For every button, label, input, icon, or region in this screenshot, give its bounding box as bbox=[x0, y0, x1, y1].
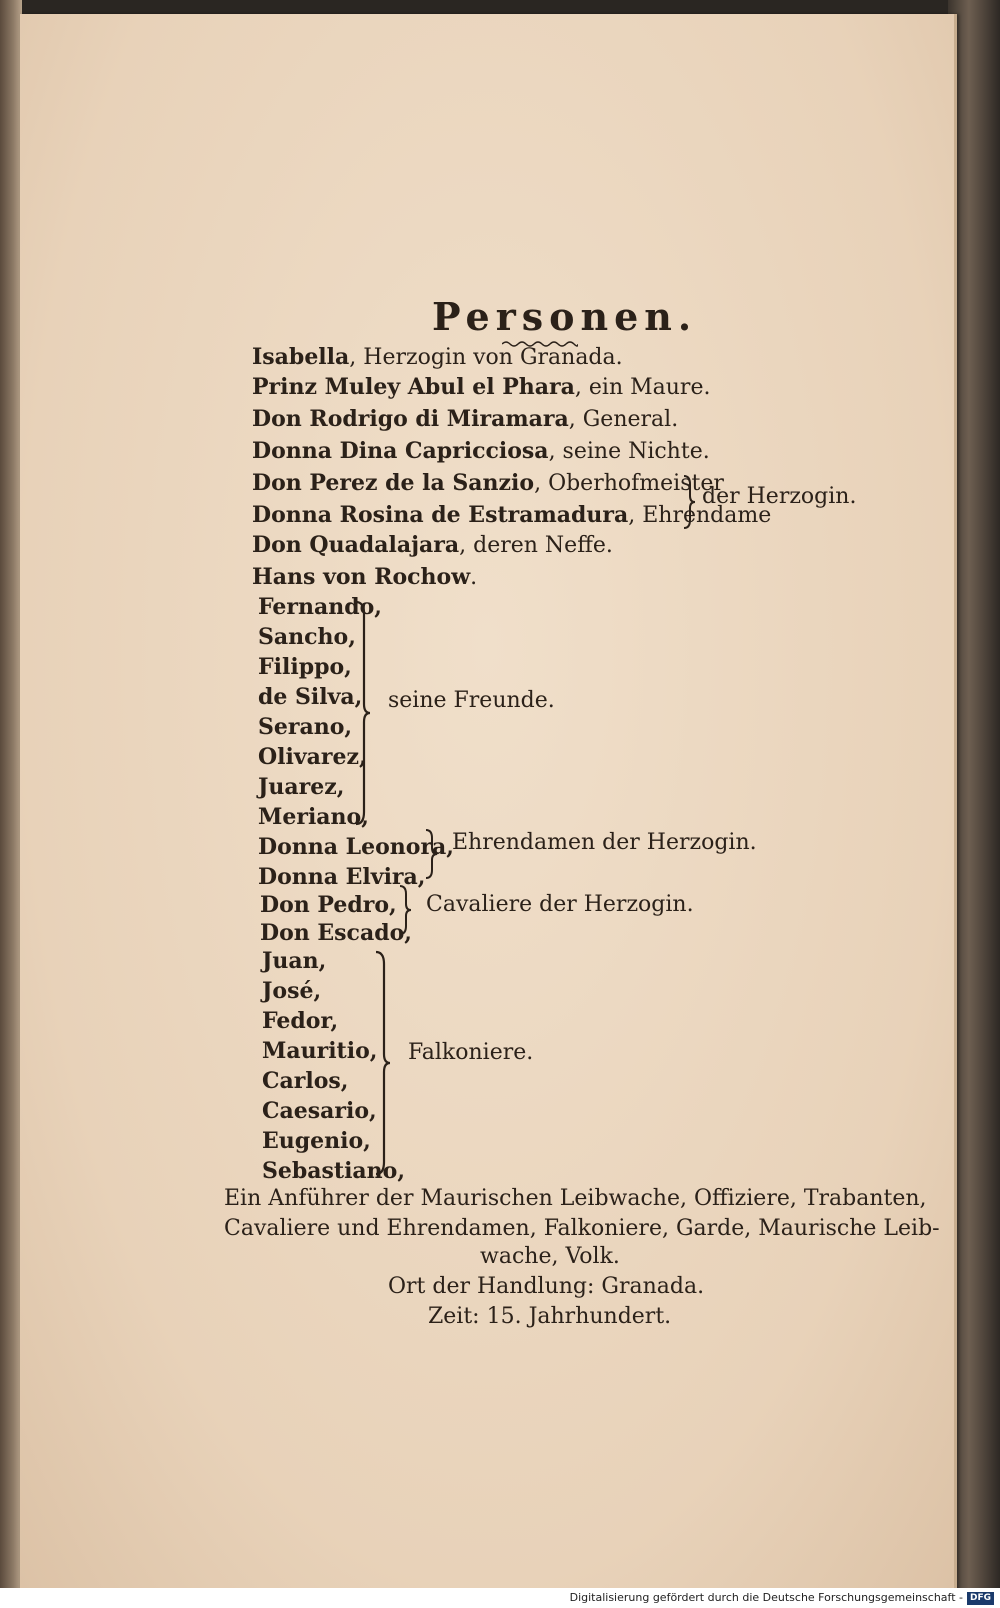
brace bbox=[354, 600, 372, 826]
cavalier-name: Don Escado, bbox=[260, 920, 412, 946]
person-name: Prinz Muley Abul el Phara bbox=[252, 374, 575, 400]
person-desc: , Ehrendame bbox=[628, 503, 772, 528]
falconer-name: Fedor, bbox=[262, 1008, 339, 1034]
falconer-name: Carlos, bbox=[262, 1068, 349, 1094]
friend-name: Juarez, bbox=[258, 774, 345, 800]
cavalier-name: Don Pedro, bbox=[260, 892, 397, 918]
falconer-name: José, bbox=[262, 978, 322, 1004]
extras-line: wache, Volk. bbox=[480, 1244, 620, 1269]
brace bbox=[374, 950, 392, 1176]
person-desc: , General. bbox=[568, 407, 679, 432]
person-desc: . bbox=[470, 565, 478, 590]
brace bbox=[398, 884, 412, 936]
falconer-name: Eugenio, bbox=[262, 1128, 371, 1154]
ladies-label: Ehrendamen der Herzogin. bbox=[452, 830, 757, 855]
book-spine-edge bbox=[0, 0, 22, 1600]
lady-name: Donna Elvira, bbox=[258, 864, 426, 890]
page-title: Personen. bbox=[432, 294, 698, 339]
lady-name: Donna Leonora, bbox=[258, 834, 454, 860]
person-line bbox=[252, 532, 613, 559]
person-line bbox=[252, 374, 710, 401]
person-name: Don Quadalajara bbox=[252, 532, 460, 558]
herzogin-group-label: der Herzogin. bbox=[702, 484, 857, 509]
person-name: Isabella bbox=[252, 344, 350, 370]
friend-name: Olivarez, bbox=[258, 744, 367, 770]
person-desc: , ein Maure. bbox=[574, 375, 711, 400]
place-line: Ort der Handlung: Granada. bbox=[388, 1274, 705, 1299]
person-name: Don Rodrigo di Miramara bbox=[252, 406, 569, 432]
person-desc: , deren Neffe. bbox=[459, 533, 613, 558]
friend-name: Fernando, bbox=[258, 594, 382, 620]
friend-name: de Silva, bbox=[258, 684, 363, 710]
person-desc: , Oberhofmeister bbox=[534, 471, 724, 496]
person-line bbox=[252, 406, 678, 433]
falconer-name: Mauritio, bbox=[262, 1038, 378, 1064]
brace bbox=[424, 828, 438, 880]
person-line bbox=[252, 564, 477, 591]
person-name: Donna Rosina de Estramadura bbox=[252, 502, 629, 528]
person-desc: , Herzogin von Granada. bbox=[349, 345, 623, 370]
person-name: Hans von Rochow bbox=[252, 564, 471, 590]
friend-name: Meriano, bbox=[258, 804, 369, 830]
falconer-name: Juan, bbox=[262, 948, 327, 974]
falconers-label: Falkoniere. bbox=[408, 1040, 534, 1065]
book-page bbox=[20, 14, 957, 1592]
person-desc: , seine Nichte. bbox=[548, 439, 710, 464]
extras-line: Ein Anführer der Maurischen Leibwache, Offiziere, Trabanten, bbox=[224, 1186, 927, 1211]
person-line bbox=[252, 470, 724, 497]
cavaliers-label: Cavaliere der Herzogin. bbox=[426, 892, 694, 917]
person-name: Don Perez de la Sanzio bbox=[252, 470, 535, 496]
falconer-name: Sebastiano, bbox=[262, 1158, 406, 1184]
dfg-logo: DFG bbox=[967, 1592, 994, 1605]
friend-name: Sancho, bbox=[258, 624, 356, 650]
friend-name: Filippo, bbox=[258, 654, 352, 680]
footer-text: Digitalisierung gefördert durch die Deutsche Forschungsgemeinschaft - bbox=[569, 1591, 963, 1604]
time-line: Zeit: 15. Jahrhundert. bbox=[428, 1304, 672, 1329]
brace bbox=[682, 474, 696, 530]
extras-line: Cavaliere und Ehrendamen, Falkoniere, Garde, Maurische Leib- bbox=[224, 1216, 940, 1241]
friend-name: Serano, bbox=[258, 714, 353, 740]
person-name: Donna Dina Capricciosa bbox=[252, 438, 549, 464]
friends-label: seine Freunde. bbox=[388, 688, 555, 713]
person-line bbox=[252, 344, 623, 371]
person-line bbox=[252, 438, 710, 465]
falconer-name: Caesario, bbox=[262, 1098, 377, 1124]
digitization-footer bbox=[0, 1588, 1000, 1608]
